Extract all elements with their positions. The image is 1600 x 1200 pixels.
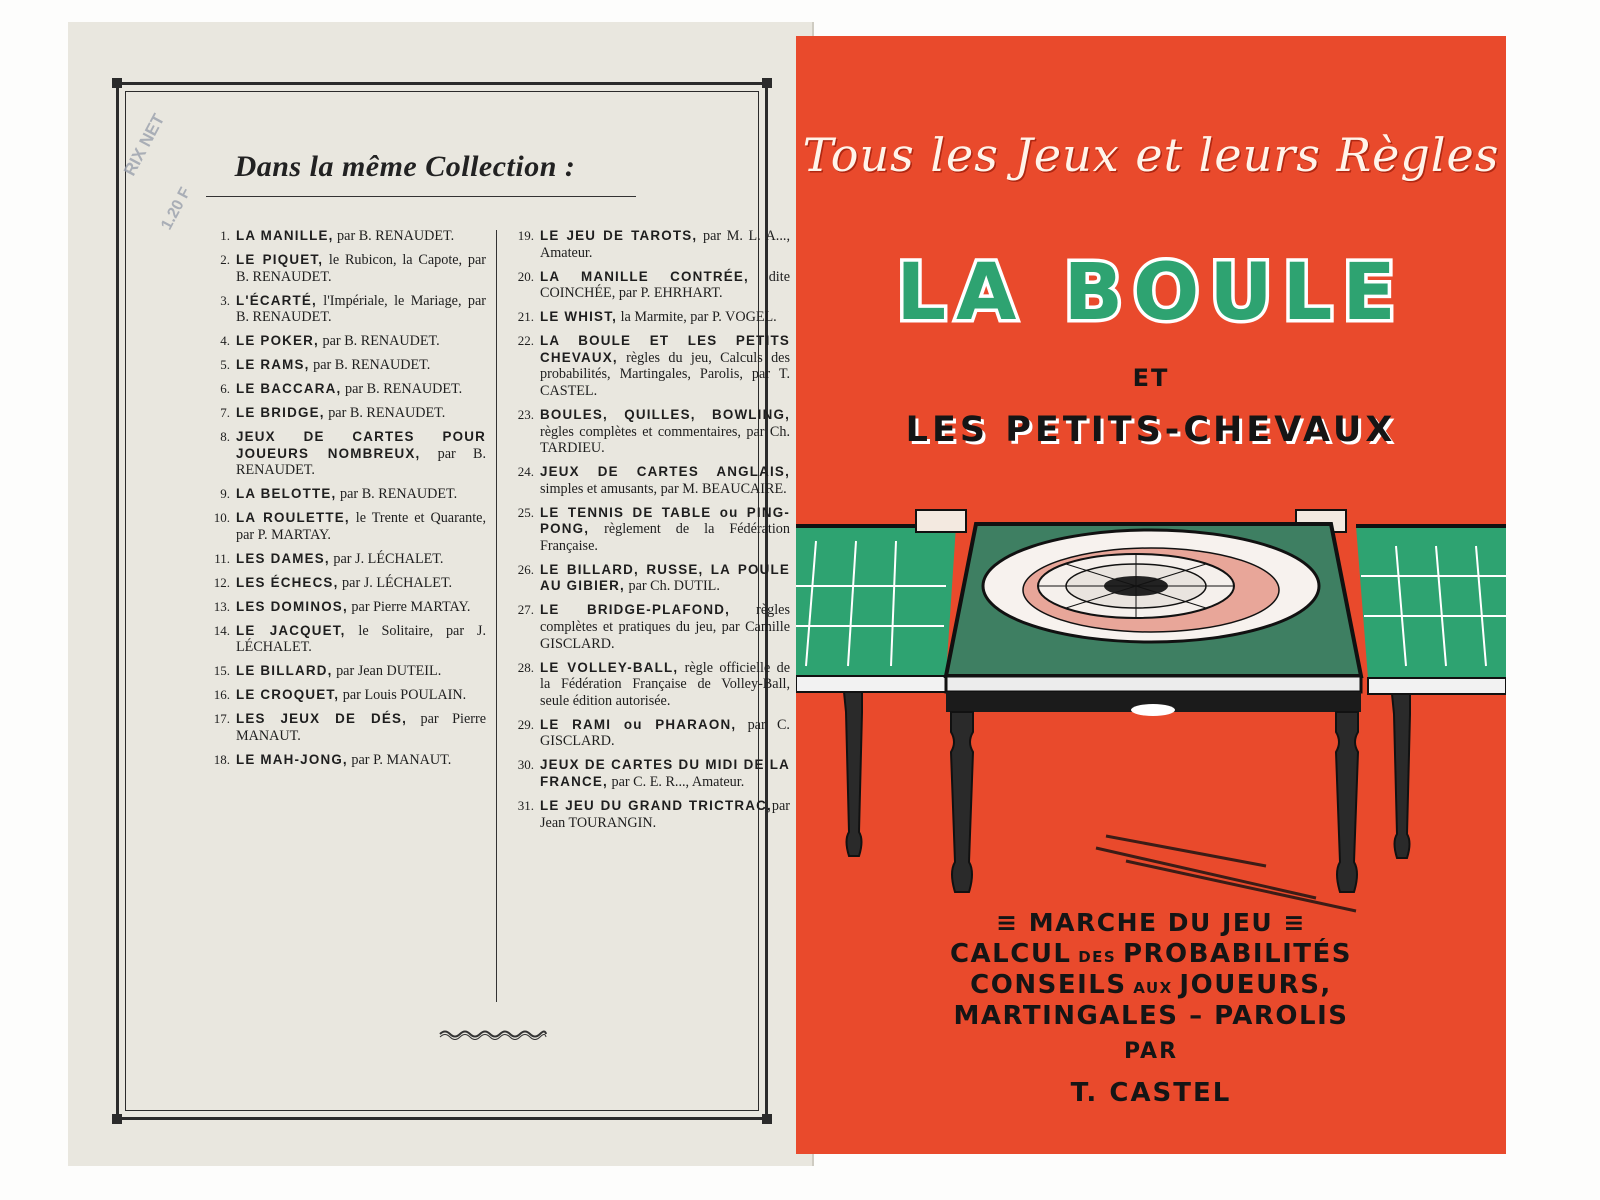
item-details: par C. GISCLARD.	[540, 716, 790, 750]
item-number: 4.	[220, 333, 230, 349]
item-title: LE RAMI ou PHARAON,	[540, 716, 737, 732]
item-title: LE WHIST,	[540, 309, 618, 325]
roulette-table-illustration	[796, 506, 1506, 926]
item-title: LA ROULETTE,	[236, 510, 350, 526]
chip-box	[916, 510, 966, 532]
collection-list-item	[504, 505, 790, 555]
item-details: par J. LÉCHALET.	[338, 574, 453, 591]
collection-list-item	[504, 464, 790, 497]
item-text	[236, 405, 486, 422]
item-details: simples et amusants, par M. BEAUCAIRE.	[540, 480, 787, 497]
item-text	[540, 269, 790, 302]
item-text	[236, 293, 486, 326]
price-stamp-value: 1.20 F	[158, 184, 195, 233]
item-details: par J. LÉCHALET.	[329, 550, 444, 567]
item-details: par P. MANAUT.	[347, 751, 452, 768]
item-number: 28.	[517, 659, 534, 675]
collection-list-item	[200, 687, 486, 704]
collection-list-item	[504, 602, 790, 652]
item-details: règles complètes et pratiques du jeu, par Camille GISCLARD.	[540, 602, 790, 652]
front-cover-page	[796, 36, 1506, 1154]
item-text	[236, 429, 486, 479]
left-betting-table	[796, 526, 956, 692]
collection-list-item	[200, 293, 486, 326]
item-text	[540, 717, 790, 750]
item-details: par Pierre MARTAY.	[347, 598, 471, 615]
collection-list-item	[504, 798, 790, 831]
item-details: règle officielle de la Fédération Française de Volley-Ball, seule édition autorisée.	[540, 659, 790, 709]
collection-list-item	[504, 660, 790, 710]
item-details: par B. RENAUDET.	[318, 333, 440, 350]
item-text	[540, 407, 790, 457]
item-details: l'Impériale, le Mariage, par B. RENAUDET.	[236, 292, 486, 326]
item-title: LE BRIDGE-PLAFOND,	[540, 602, 730, 618]
item-text	[236, 510, 486, 543]
triple-bar-icon: ≡	[1273, 908, 1306, 937]
item-details: par Ch. DUTIL.	[624, 578, 720, 595]
item-number: 11.	[214, 550, 230, 566]
item-number: 12.	[213, 574, 230, 590]
item-title: LA BOULE ET LES PETITS CHEVAUX,	[540, 333, 790, 365]
collection-list-item	[200, 752, 486, 769]
item-title: LA MANILLE,	[236, 228, 334, 243]
collection-list-item	[200, 252, 486, 285]
item-text	[236, 357, 486, 374]
subtitle: LES PETITS-CHEVAUX	[905, 410, 1397, 450]
collection-list-item	[200, 228, 486, 245]
item-number: 20.	[517, 268, 534, 284]
frame-corner-ornament	[112, 78, 122, 88]
item-title: LA BELOTTE,	[236, 486, 337, 502]
collection-list-item	[504, 228, 790, 261]
item-title: JEUX DE CARTES POUR JOUEURS NOMBREUX,	[236, 429, 486, 461]
collection-list-item	[200, 381, 486, 398]
contents-line-2: CALCUL DES PROBABILITÉS	[949, 939, 1353, 969]
item-text	[236, 599, 486, 616]
item-details: par B. RENAUDET.	[309, 357, 431, 374]
collection-list-item	[200, 575, 486, 592]
item-number: 29.	[517, 716, 534, 732]
item-details: par Pierre MANAUT.	[236, 711, 486, 744]
item-title: LE PIQUET,	[236, 251, 324, 267]
item-text	[540, 602, 790, 652]
item-title: LE JEU DE TAROTS,	[540, 228, 698, 243]
collection-list-item	[504, 562, 790, 595]
item-title: LES DOMINOS,	[236, 598, 348, 614]
item-number: 19.	[517, 228, 534, 243]
price-stamp: RIX NET	[120, 110, 169, 179]
item-text	[540, 333, 790, 399]
item-details: par Louis POULAIN.	[339, 687, 467, 704]
floor-shadows	[1096, 836, 1356, 911]
item-details: le Solitaire, par J. LÉCHALET.	[236, 622, 486, 656]
item-title: LE MAH-JONG,	[236, 751, 348, 767]
collection-list-item	[504, 717, 790, 750]
item-number: 5.	[220, 357, 230, 373]
item-details: le Trente et Quarante, par P. MARTAY.	[236, 510, 487, 543]
collection-list-item	[504, 309, 790, 326]
item-text	[236, 381, 486, 398]
collection-list-item	[200, 551, 486, 568]
by-label: PAR	[1123, 1039, 1179, 1064]
item-text	[236, 687, 486, 704]
item-number: 9.	[220, 486, 230, 502]
item-number: 10.	[213, 510, 230, 526]
item-number: 14.	[213, 622, 230, 638]
title-underline	[206, 196, 636, 197]
collection-list-item	[200, 333, 486, 350]
frame-corner-ornament	[762, 1114, 772, 1124]
item-title: LE CROQUET,	[236, 687, 340, 703]
item-details: règlement de la Fédération Française.	[540, 521, 790, 554]
collection-list-item	[504, 407, 790, 457]
item-number: 25.	[517, 504, 534, 520]
contents-summary	[796, 908, 1506, 1032]
item-title: LE TENNIS DE TABLE ou PING-PONG,	[540, 504, 790, 537]
collection-list-left	[200, 228, 486, 776]
collection-list-item	[200, 357, 486, 374]
item-details: par C. E. R..., Amateur.	[607, 773, 745, 790]
item-details: par B. RENAUDET.	[336, 486, 458, 503]
item-number: 8.	[220, 429, 230, 445]
item-text	[540, 228, 790, 261]
author-name: T. CASTEL	[1070, 1078, 1232, 1108]
item-number: 18.	[213, 751, 230, 767]
frame-corner-ornament	[762, 78, 772, 88]
item-title: LE POKER,	[236, 333, 319, 349]
item-details: la Marmite, par P. VOGEL.	[617, 309, 777, 326]
item-details: dite COINCHÉE, par P. EHRHART.	[540, 268, 790, 302]
item-title: BOULES, QUILLES, BOWLING,	[540, 406, 790, 422]
item-number: 23.	[517, 406, 534, 422]
item-text	[236, 486, 486, 503]
collection-list-item	[200, 623, 486, 656]
item-number: 27.	[517, 602, 534, 618]
collection-list-item	[200, 711, 486, 744]
item-details: par B. RENAUDET.	[333, 228, 455, 244]
item-title: LE RAMS,	[236, 357, 310, 373]
item-number: 22.	[517, 333, 534, 349]
item-title: LES ÉCHECS,	[236, 574, 339, 590]
item-details: règles complètes et commentaires, par Ch. TARDIEU.	[540, 423, 790, 457]
item-text	[540, 464, 790, 497]
item-title: LES JEUX DE DÉS,	[236, 711, 408, 727]
column-divider	[496, 230, 497, 1002]
item-number: 15.	[213, 663, 230, 679]
item-details: par Jean DUTEIL.	[332, 663, 442, 680]
item-details: par B. RENAUDET.	[236, 445, 486, 479]
item-title: LE BACCARA,	[236, 381, 342, 397]
item-text	[540, 757, 790, 790]
item-title: LE BILLARD, RUSSE, LA POULE AU GIBIER,	[540, 561, 790, 594]
item-text	[540, 505, 790, 555]
item-number: 24.	[517, 464, 534, 480]
collection-list-item	[504, 269, 790, 302]
item-number: 16.	[213, 687, 230, 703]
collection-list-item	[200, 429, 486, 479]
item-title: JEUX DE CARTES ANGLAIS,	[540, 464, 790, 480]
collection-list-item	[200, 599, 486, 616]
frame-corner-ornament	[112, 1114, 122, 1124]
contents-line-3: CONSEILS AUX JOUEURS,	[970, 970, 1332, 1000]
collection-list-item	[200, 663, 486, 680]
contents-line-4: MARTINGALES – PAROLIS	[953, 1001, 1349, 1031]
item-details: par B. RENAUDET.	[341, 381, 463, 398]
item-number: 21.	[517, 309, 534, 325]
item-text	[236, 252, 486, 285]
item-title: LA MANILLE CONTRÉE,	[540, 268, 749, 284]
collection-list-right	[504, 228, 790, 838]
item-text	[540, 660, 790, 710]
item-number: 31.	[517, 797, 534, 813]
main-title: LA BOULE	[896, 248, 1406, 338]
item-text	[236, 551, 486, 568]
item-number: 17.	[213, 711, 230, 727]
item-text	[540, 562, 790, 595]
item-number: 30.	[517, 757, 534, 773]
item-number: 26.	[517, 561, 534, 577]
collection-list-item	[200, 486, 486, 503]
item-text	[236, 711, 486, 744]
item-details: par M. L. A..., Amateur.	[540, 228, 790, 261]
collection-list-item	[504, 757, 790, 790]
right-betting-table	[1356, 526, 1506, 694]
collection-title: Dans la même Collection :	[234, 150, 576, 183]
item-text	[540, 798, 790, 831]
triple-bar-icon: ≡	[996, 908, 1029, 937]
item-title: LES DAMES,	[236, 550, 330, 566]
item-text	[236, 575, 486, 592]
wave-ornament	[438, 1028, 548, 1040]
item-text	[540, 309, 790, 326]
item-details: règles du jeu, Calculs des probabilités, Martingales, Parolis, par T. CASTEL.	[540, 349, 790, 399]
item-number: 13.	[213, 598, 230, 614]
item-number: 6.	[220, 381, 230, 397]
item-title: LE JACQUET,	[236, 622, 346, 638]
item-title: L'ÉCARTÉ,	[236, 292, 317, 308]
collection-list-item	[200, 405, 486, 422]
item-text	[236, 333, 486, 350]
item-number: 2.	[220, 251, 230, 267]
contents-line-1: ≡ MARCHE DU JEU ≡	[996, 908, 1306, 937]
collection-list-item	[504, 333, 790, 399]
item-number: 1.	[220, 228, 230, 243]
item-title: JEUX DE CARTES DU MIDI DE LA FRANCE,	[540, 757, 790, 789]
item-text	[236, 228, 486, 245]
item-details: par Jean TOURANGIN.	[540, 797, 790, 831]
item-title: LE BRIDGE,	[236, 405, 325, 421]
title-conjunction: ET	[1132, 364, 1170, 392]
roulette-wheel	[983, 530, 1319, 642]
item-title: LE JEU DU GRAND TRICTRAC,	[540, 797, 772, 813]
item-title: LE BILLARD,	[236, 663, 333, 679]
item-title: LE VOLLEY-BALL,	[540, 659, 679, 675]
item-details: le Rubicon, la Capote, par B. RENAUDET.	[236, 251, 486, 285]
item-text	[236, 752, 486, 769]
back-cover-page	[68, 22, 814, 1166]
item-number: 3.	[220, 292, 230, 308]
item-text	[236, 623, 486, 656]
item-number: 7.	[220, 405, 230, 421]
item-details: par B. RENAUDET.	[324, 405, 446, 422]
series-title: Tous les Jeux et leurs Règles	[802, 128, 1500, 182]
item-text	[236, 663, 486, 680]
collection-list-item	[200, 510, 486, 543]
